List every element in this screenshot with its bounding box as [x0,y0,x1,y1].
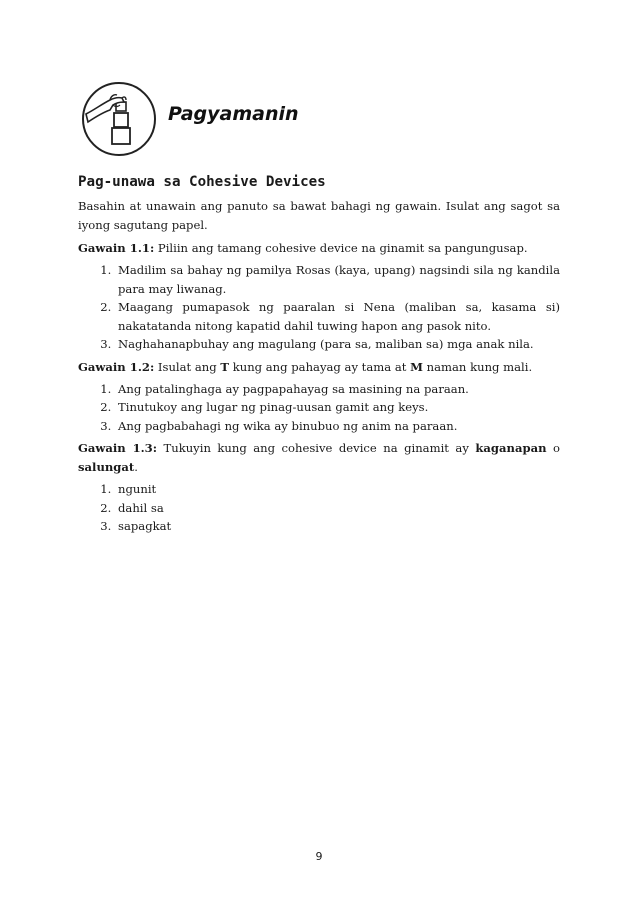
keyword-kaganapan: kaganapan [475,441,547,455]
gawain-1-2-text-c: naman kung mali. [422,359,533,374]
gawain-1-3-label: Gawain 1.3: [78,441,158,455]
gawain-1-3-text-c: . [134,460,138,474]
gawain-1-2-list [78,380,560,436]
gawain-1-3-text-a: Tukuyin kung ang cohesive device na ginamit ay [157,441,476,455]
answer-key-m: M [410,359,423,374]
lesson-heading: Pag-unawa sa Cohesive Devices [78,174,326,190]
answer-key-t: T [220,359,230,374]
page-number: 9 [315,850,323,863]
hand-placing-blocks-icon [80,80,158,158]
gawain-1-2-instruction [78,358,560,377]
gawain-1-1-instruction [78,239,560,258]
section-title: Pagyamanin [168,103,299,125]
list-item: 2. dahil sa [115,499,560,518]
intro-paragraph: Basahin at unawain ang panuto sa bawat bahagi ng gawain. Isulat ang sagot sa iyong sagutang papel. [78,199,560,232]
list-item: 2. Tinutukoy ang lugar ng pinag-uusan gamit ang keys. [115,398,560,417]
list-item: 2. Maagang pumapasok ng paaralan si Nena (maliban sa, kasama si) nakatatanda nitong kapatid dahil tuwing hapon ang pasok nito. [115,298,560,335]
list-item: 3. sapagkat [115,517,560,536]
gawain-1-1-list [78,261,560,354]
list-item: 1. Madilim sa bahay ng pamilya Rosas (kaya, upang) nagsindi sila ng kandila para may liwanag. [115,261,560,298]
list-item: 1. ngunit [115,480,560,499]
section-header [80,80,560,160]
gawain-1-1-text: Piliin ang tamang cohesive device na ginamit sa pangungusap. [154,241,528,255]
gawain-1-2-text-b: kung ang pahayag ay tama at [229,359,411,374]
list-item: 1. Ang patalinghaga ay pagpapahayag sa masining na paraan. [115,380,560,399]
gawain-1-2-label: Gawain 1.2: [78,359,155,374]
gawain-1-3-text-b: o [546,441,560,455]
keyword-salungat: salungat [78,460,135,474]
lesson-content [78,174,560,536]
gawain-1-3-list [78,480,560,536]
gawain-1-3-instruction [78,439,560,477]
list-item: 3. Naghahanapbuhay ang magulang (para sa, maliban sa) mga anak nila. [115,335,560,354]
gawain-1-1-label: Gawain 1.1: [78,241,155,255]
list-item: 3. Ang pagbabahagi ng wika ay binubuo ng anim na paraan. [115,417,560,436]
gawain-1-2-text-a: Isulat ang [154,359,221,374]
